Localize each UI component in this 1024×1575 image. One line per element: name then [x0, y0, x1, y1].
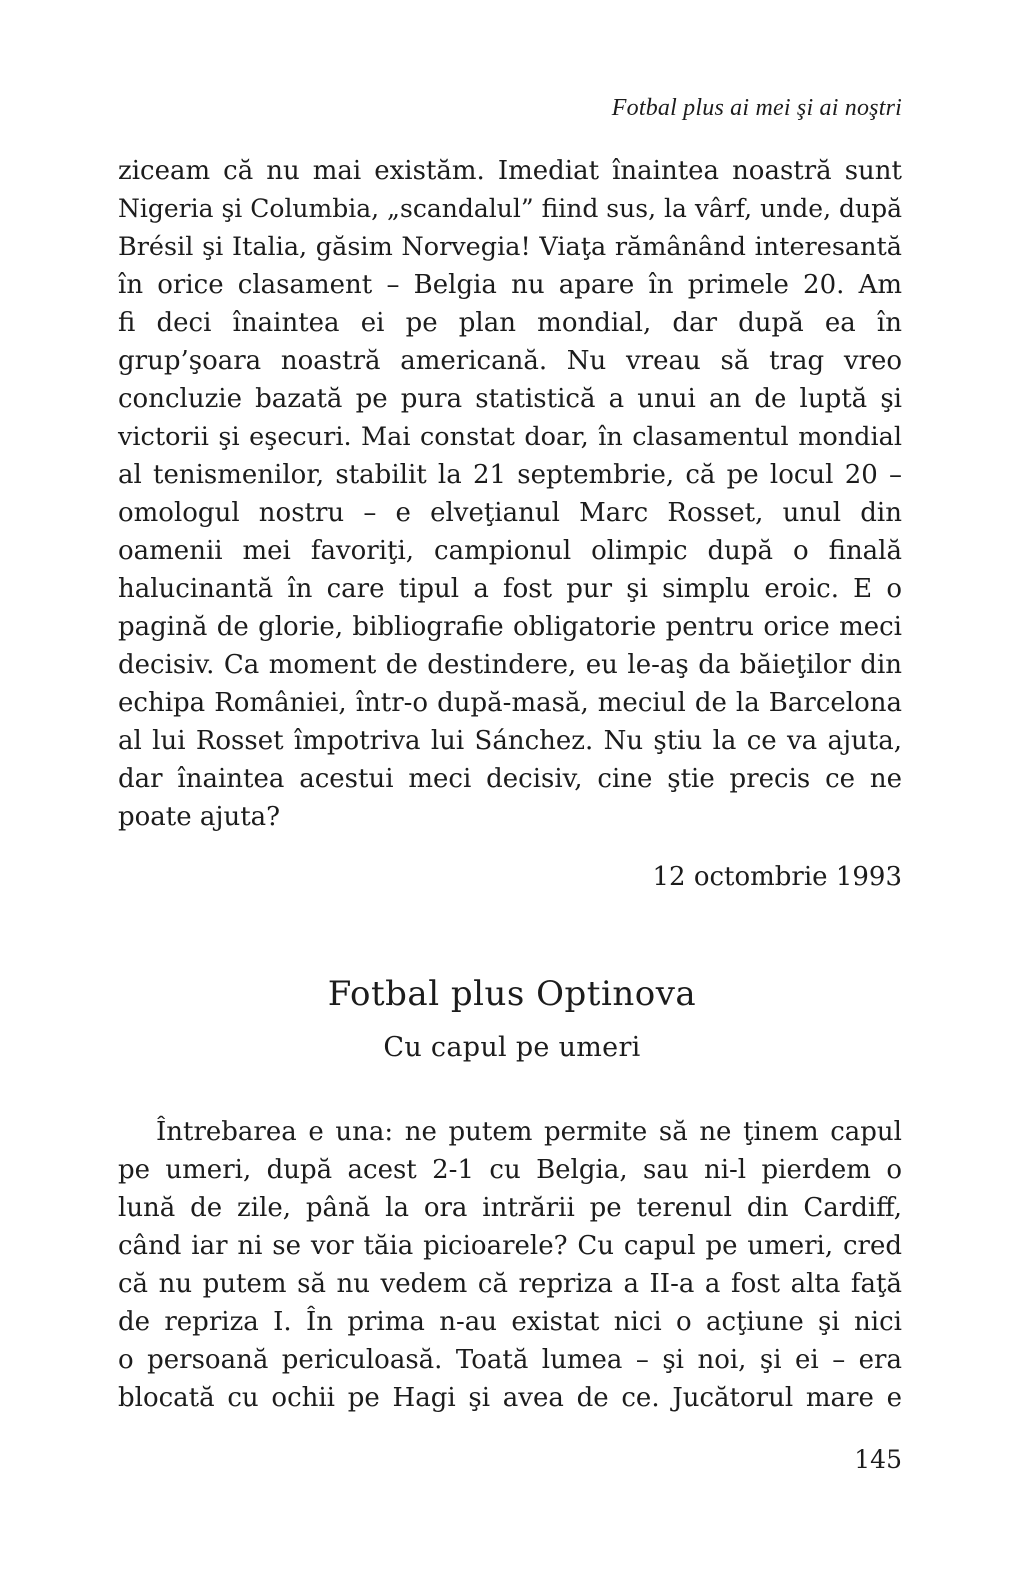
- text-line: blocată cu ochii pe Hagi şi avea de ce. Jucătorul mare e: [118, 1383, 902, 1413]
- text-line: Brésil şi Italia, găsim Norvegia! Viaţa rămânând interesantă: [118, 232, 902, 262]
- text-line: pe umeri, după acest 2-1 cu Belgia, sau ni-l pierdem o: [118, 1155, 902, 1185]
- text-line: dar înaintea acestui meci decisiv, cine ştie precis ce ne: [118, 764, 902, 794]
- text-line: oamenii mei favoriţi, campionul olimpic după o finală: [118, 536, 902, 566]
- text-line: concluzie bazată pe pura statistică a unui an de luptă şi: [118, 384, 902, 414]
- text-line: poate ajuta?: [118, 802, 281, 832]
- text-line: Întrebarea e una: ne putem permite să ne ţinem capul: [156, 1117, 902, 1147]
- article-2-title: Fotbal plus Optinova: [327, 974, 697, 1014]
- text-line: lună de zile, până la ora intrării pe terenul din Cardiff,: [118, 1193, 902, 1223]
- text-line: când iar ni se vor tăia picioarele? Cu capul pe umeri, cred: [118, 1231, 902, 1261]
- article-1-date: 12 octombrie 1993: [652, 862, 902, 892]
- running-header: Fotbal plus ai mei şi ai noştri: [611, 95, 902, 121]
- text-line: Nigeria şi Columbia, „scandalul” fiind sus, la vârf, unde, după: [118, 194, 902, 223]
- text-line: al tenismenilor, stabilit la 21 septembrie, că pe locul 20 –: [118, 460, 902, 490]
- text-line: echipa României, într-o după-masă, meciul de la Barcelona: [118, 688, 902, 718]
- text-line: al lui Rosset împotriva lui Sánchez. Nu ştiu la ce va ajuta,: [118, 726, 902, 756]
- text-line: o persoană periculoasă. Toată lumea – şi noi, şi ei – era: [118, 1345, 902, 1375]
- text-line: de repriza I. În prima n-au existat nici o acţiune şi nici: [118, 1307, 902, 1337]
- article-2-subtitle: Cu capul pe umeri: [383, 1032, 641, 1063]
- text-line: fi deci înaintea ei pe plan mondial, dar după ea în: [118, 308, 902, 338]
- text-line: omologul nostru – e elveţianul Marc Rosset, unul din: [118, 498, 902, 528]
- text-line: decisiv. Ca moment de destindere, eu le-aş da băieţilor din: [118, 650, 902, 680]
- text-line: halucinantă în care tipul a fost pur şi simplu eroic. E o: [118, 574, 902, 604]
- article-2-body: [118, 1113, 902, 1417]
- page-number: 145: [854, 1445, 902, 1474]
- text-line: ziceam că nu mai existăm. Imediat înaintea noastră sunt: [118, 156, 902, 186]
- text-line: victorii şi eşecuri. Mai constat doar, în clasamentul mondial: [118, 422, 902, 452]
- text-line: că nu putem să nu vedem că repriza a II-a a fost alta faţă: [118, 1269, 902, 1299]
- text-line: pagină de glorie, bibliografie obligatorie pentru orice meci: [118, 612, 902, 642]
- article-1-body: [118, 152, 902, 836]
- text-line: în orice clasament – Belgia nu apare în primele 20. Am: [118, 270, 902, 300]
- text-line: grup’şoara noastră americană. Nu vreau să trag vreo: [118, 346, 902, 376]
